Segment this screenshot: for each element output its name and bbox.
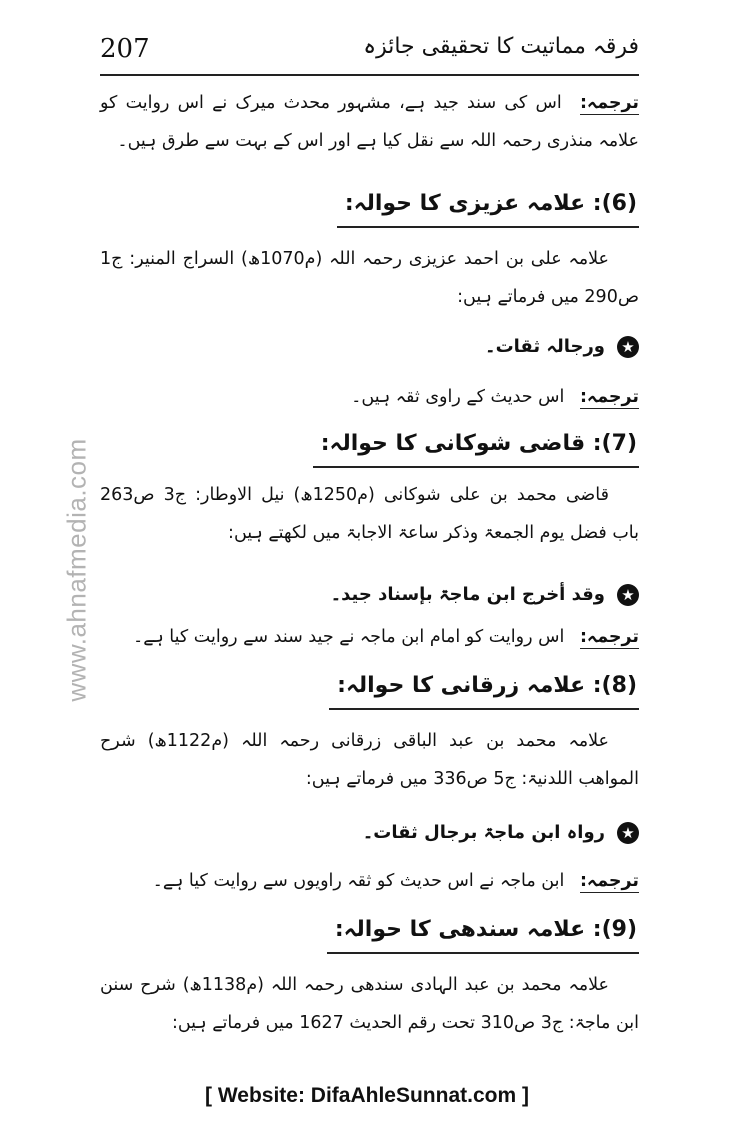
arabic-quote-text: رواہ ابن ماجۃ برجال ثقات۔ [362,822,605,843]
reference-paragraph-7: قاضی محمد بن علی شوکانی (م1250ھ) نیل الاوطار: ج3 ص263 باب فضل یوم الجمعۃ وذکر ساعۃ الاجابۃ میں لکھتے ہیں: [100,485,639,543]
section-heading-9: (9): علامہ سندھی کا حوالہ: [327,910,639,954]
section-heading-7: (7): قاضی شوکانی کا حوالہ: [313,424,639,468]
running-title: فرقہ مماتیت کا تحقیقی جائزہ [363,34,639,59]
translation-label: ترجمہ: [579,93,639,113]
translation-text: اس حدیث کے راوی ثقہ ہیں۔ [351,387,565,407]
page-header [100,30,639,76]
section-heading-6: (6): علامہ عزیزی کا حوالہ: [337,184,639,228]
reference-paragraph-8: علامہ محمد بن عبد الباقی زرقانی رحمہ اللہ (م1122ھ) شرح المواھب اللدنیۃ: ج5 ص336 میں فرماتے ہیں: [100,731,639,789]
reference-paragraph-9: علامہ محمد بن عبد الہادی سندھی رحمہ اللہ (م1138ھ) شرح سنن ابن ماجۃ: ج3 ص310 تحت رقم الحدیث 1627 میں فرماتے ہیں: [100,975,639,1033]
star-bullet-icon: ★ [617,336,639,358]
arabic-quote-text: وقد أخرج ابن ماجۃ بإسناد جید۔ [330,584,605,605]
translation-label: ترجمہ: [579,387,639,407]
reference-paragraph-6: علامہ علی بن احمد عزیزی رحمہ اللہ (م1070ھ) السراج المنیر: ج1 ص290 میں فرماتے ہیں: [100,249,639,307]
translation-label: ترجمہ: [579,627,639,647]
translation-paragraph [100,84,639,160]
translation-text: اس کی سند جید ہے، مشہور محدث میرک نے اس روایت کو علامہ منذری رحمہ اللہ سے نقل کیا ہے اور اس کے بہت سے طرق ہیں۔ [100,93,639,151]
translation-paragraph-6 [100,378,639,416]
arabic-quote-7 [100,578,639,612]
translation-paragraph-8 [100,862,639,900]
translation-text: اس روایت کو امام ابن ماجہ نے جید سند سے روایت کیا ہے۔ [132,627,565,647]
translation-text: ابن ماجہ نے اس حدیث کو ثقہ راویوں سے روایت کیا ہے۔ [152,871,565,891]
star-bullet-icon: ★ [617,822,639,844]
page-number: 207 [100,34,150,64]
website-footer: [ Website: DifaAhleSunnat.com ] [205,1084,529,1107]
arabic-quote-6 [100,330,639,364]
arabic-quote-text: ورجالہ ثقات۔ [485,336,605,357]
arabic-quote-8 [100,816,639,850]
section-heading-8: (8): علامہ زرقانی کا حوالہ: [329,666,639,710]
watermark [60,405,94,735]
translation-label: ترجمہ: [579,871,639,891]
translation-paragraph-7 [100,618,639,656]
watermark-text: www.ahnafmedia.com [61,438,92,702]
star-bullet-icon: ★ [617,584,639,606]
